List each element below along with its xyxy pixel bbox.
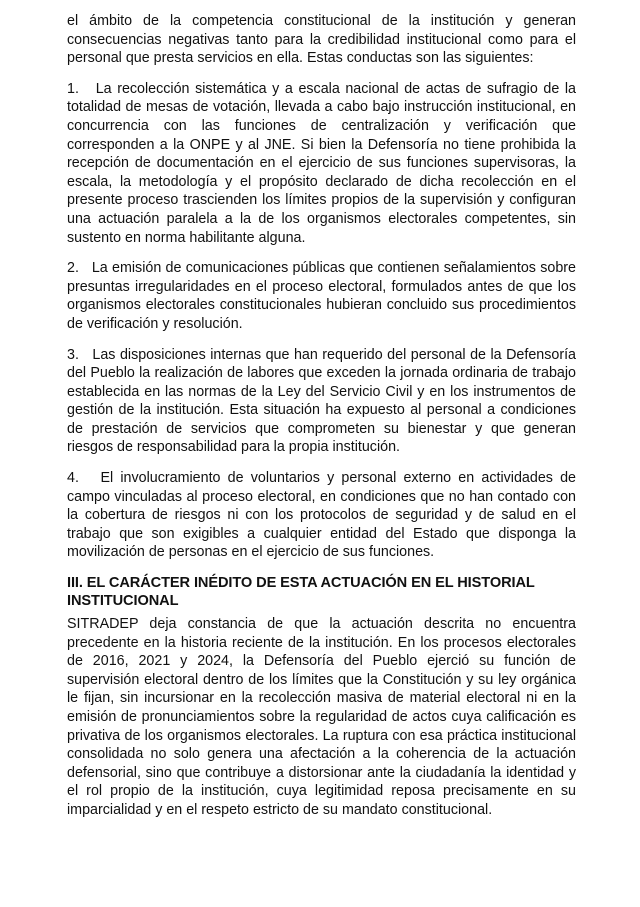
section-heading: III. EL CARÁCTER INÉDITO DE ESTA ACTUACIÓN EN EL HISTORIAL INSTITUCIONAL — [67, 575, 535, 610]
list-item-text: La recolección sistemática y a escala nacional de actas de sufragio de la totalidad de mesas de votación, llevada a cabo bajo instrucción institucional, en concurrencia con las funciones de centralización y verificación que corresponden a la ONPE y al JNE. Si bien la Defensoría no tiene prohibida la recepción de documentación en el ejercicio de sus funciones supervisoras, la escala, la metodología y el propósito declarado de dicha recolección en el presente proceso trascienden los límites propios de la supervisión y configuran una actuación paralela a la de los organismos electorales competentes, sin sustento en norma habilitante alguna. — [67, 80, 576, 246]
list-item-3 — [67, 346, 576, 458]
list-item-number: 3. — [67, 346, 79, 363]
intro-paragraph: el ámbito de la competencia constitucional de la institución y generan consecuencias negativas tanto para la credibilidad institucional como para el personal que presta servicios en ella. Estas conductas son las siguientes: — [67, 13, 576, 67]
list-item-4 — [67, 469, 576, 562]
list-item-number: 1. — [67, 80, 79, 97]
list-item-text: La emisión de comunicaciones públicas que contienen señalamientos sobre presuntas irregularidades en el proceso electoral, formulados antes de que los organismos electorales constitucionales hubieran concluido sus procedimientos de verificación y resolución. — [67, 260, 576, 332]
list-item-2 — [67, 259, 576, 333]
list-item-text: Las disposiciones internas que han requerido del personal de la Defensoría del Pueblo la realización de labores que exceden la jornada ordinaria de trabajo establecida en las normas de la Ley del Servicio Civil y en los instrumentos de gestión de la institución. Esta situación ha expuesto al personal a condiciones de prestación de servicios que comprometen su bienestar y que generan riesgos de responsabilidad para la propia institución. — [67, 346, 577, 456]
list-item-1 — [67, 80, 576, 247]
closing-paragraph: SITRADEP deja constancia de que la actuación descrita no encuentra precedente en la historia reciente de la institución. En los procesos electorales de 2016, 2021 y 2024, la Defensoría del Pueblo ejerció su función de supervisión electoral dentro de los límites que la Constitución y su ley orgánica le fijan, sin incursionar en la recolección masiva de material electoral ni en la emisión de pronunciamientos sobre la regularidad de actos cuya calificación es privativa de los organismos electorales. La ruptura con esa práctica institucional consolidada no solo genera una afectación a la coherencia de la actuación defensorial, sino que contribuye a distorsionar ante la ciudadanía la identidad y el rol propio de la institución, cuya legitimidad reposa precisamente en su imparcialidad y en el respeto estricto de su mandato constitucional. — [67, 616, 576, 818]
list-item-text: El involucramiento de voluntarios y personal externo en actividades de campo vinculadas al proceso electoral, en condiciones que no han contado con la cobertura de riesgos ni con los protocolos de seguridad y de salud en el trabajo que son exigibles a cualquier entidad del Estado que disponga la movilización de personas en el ejercicio de sus funciones. — [67, 470, 576, 561]
document-page — [67, 12, 576, 820]
list-item-number: 4. — [67, 470, 79, 487]
list-item-number: 2. — [67, 260, 79, 277]
